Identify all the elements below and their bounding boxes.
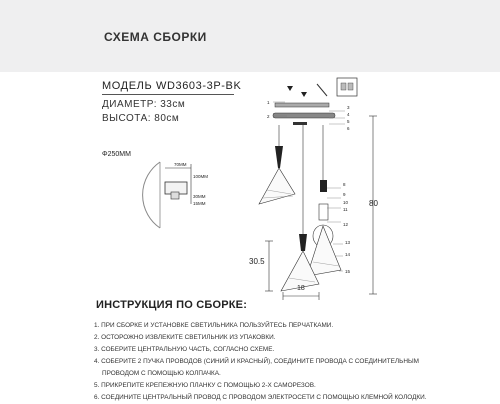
shade-right	[307, 226, 341, 276]
bracket-dim-1: 70ММ	[174, 162, 187, 167]
canopy-outline	[143, 162, 160, 228]
screw-icon	[287, 86, 293, 91]
wire-icon	[317, 84, 327, 96]
model-underline	[102, 94, 234, 95]
holder-right	[320, 180, 327, 192]
instruction-step: 6. СОЕДИНИТЕ ЦЕНТРАЛЬНЫЙ ПРОВОД С ПРОВОДОМ ЭЛЕКТРОСЕТИ С ПОМОЩЬЮ КЛЕМНОЙ КОЛОДКИ.	[94, 394, 427, 401]
model-name: МОДЕЛЬ WD3603-3P-BK	[102, 80, 242, 92]
part-number-15: 15	[345, 269, 351, 274]
bracket-dim-2: 100ММ	[193, 174, 209, 179]
part-number-14: 14	[345, 252, 351, 257]
width-label: 18	[297, 285, 305, 292]
instruction-step: 4. СОБЕРИТЕ 2 ПУЧКА ПРОВОДОВ (СИНИЙ И КРАСНЫЙ), СОЕДИНИТЕ ПРОВОДА С СОЕДИНИТЕЛЬНЫМ	[94, 358, 419, 365]
canopy-diameter-label: Φ250ММ	[102, 151, 131, 158]
part-number-8: 8	[343, 182, 346, 187]
instruction-step: 5. ПРИКРЕПИТЕ КРЕПЕЖНУЮ ПЛАНКУ С ПОМОЩЬЮ 2-Х САМОРЕЗОВ.	[94, 382, 316, 389]
screw-icon-2	[301, 92, 307, 97]
ceiling-canopy	[273, 113, 335, 118]
bracket-dim-4: 15ММ	[193, 201, 206, 206]
part-number-12: 12	[343, 222, 349, 227]
part-number-10: 10	[343, 200, 349, 205]
connector-icon	[341, 83, 346, 90]
part-number-9: 9	[343, 192, 346, 197]
canopy-nut	[293, 122, 307, 125]
shade-left	[259, 168, 295, 204]
holder-left	[275, 146, 283, 168]
instruction-step-continuation: ПРОВОДОМ С ПОМОЩЬЮ КОЛПАЧКА.	[102, 370, 221, 377]
part-number-13: 13	[345, 240, 351, 245]
instruction-step: 1. ПРИ СБОРКЕ И УСТАНОВКЕ СВЕТИЛЬНИКА ПОЛЬЗУЙТЕСЬ ПЕРЧАТКАМИ.	[94, 322, 334, 329]
header-band	[0, 0, 500, 72]
diameter-spec: ДИАМЕТР: 33см	[102, 99, 186, 110]
mounting-plate	[275, 103, 329, 107]
instructions-list	[94, 320, 498, 404]
exploded-lamp-drawing	[245, 76, 395, 301]
connector-icon-2	[348, 83, 353, 90]
height-spec: ВЫСОТА: 80см	[102, 113, 180, 124]
bracket-screw	[171, 192, 179, 199]
overall-height-label: 80	[369, 199, 378, 208]
part-number-6: 6	[347, 126, 350, 131]
instruction-step: 3. СОБЕРИТЕ ЦЕНТРАЛЬНУЮ ЧАСТЬ, СОГЛАСНО СХЕМЕ.	[94, 346, 275, 353]
part-number-2: 2	[267, 114, 270, 119]
bracket-detail-drawing	[98, 140, 223, 230]
part-number-4: 4	[347, 112, 350, 117]
holder-center	[299, 234, 307, 251]
bulb-socket-right	[319, 204, 328, 220]
part-number-3: 3	[347, 105, 350, 110]
page-title: СХЕМА СБОРКИ	[104, 30, 207, 44]
part-number-1: 1	[267, 100, 270, 105]
instructions-title: ИНСТРУКЦИЯ ПО СБОРКЕ:	[96, 299, 248, 311]
lower-height-label: 30.5	[249, 257, 265, 266]
instruction-step: 2. ОСТОРОЖНО ИЗВЛЕКИТЕ СВЕТИЛЬНИК ИЗ УПАКОВКИ.	[94, 334, 276, 341]
connector-detail-box	[337, 78, 357, 96]
part-number-5: 5	[347, 119, 350, 124]
bracket-dim-3: 30ММ	[193, 194, 206, 199]
part-number-11: 11	[343, 207, 348, 212]
